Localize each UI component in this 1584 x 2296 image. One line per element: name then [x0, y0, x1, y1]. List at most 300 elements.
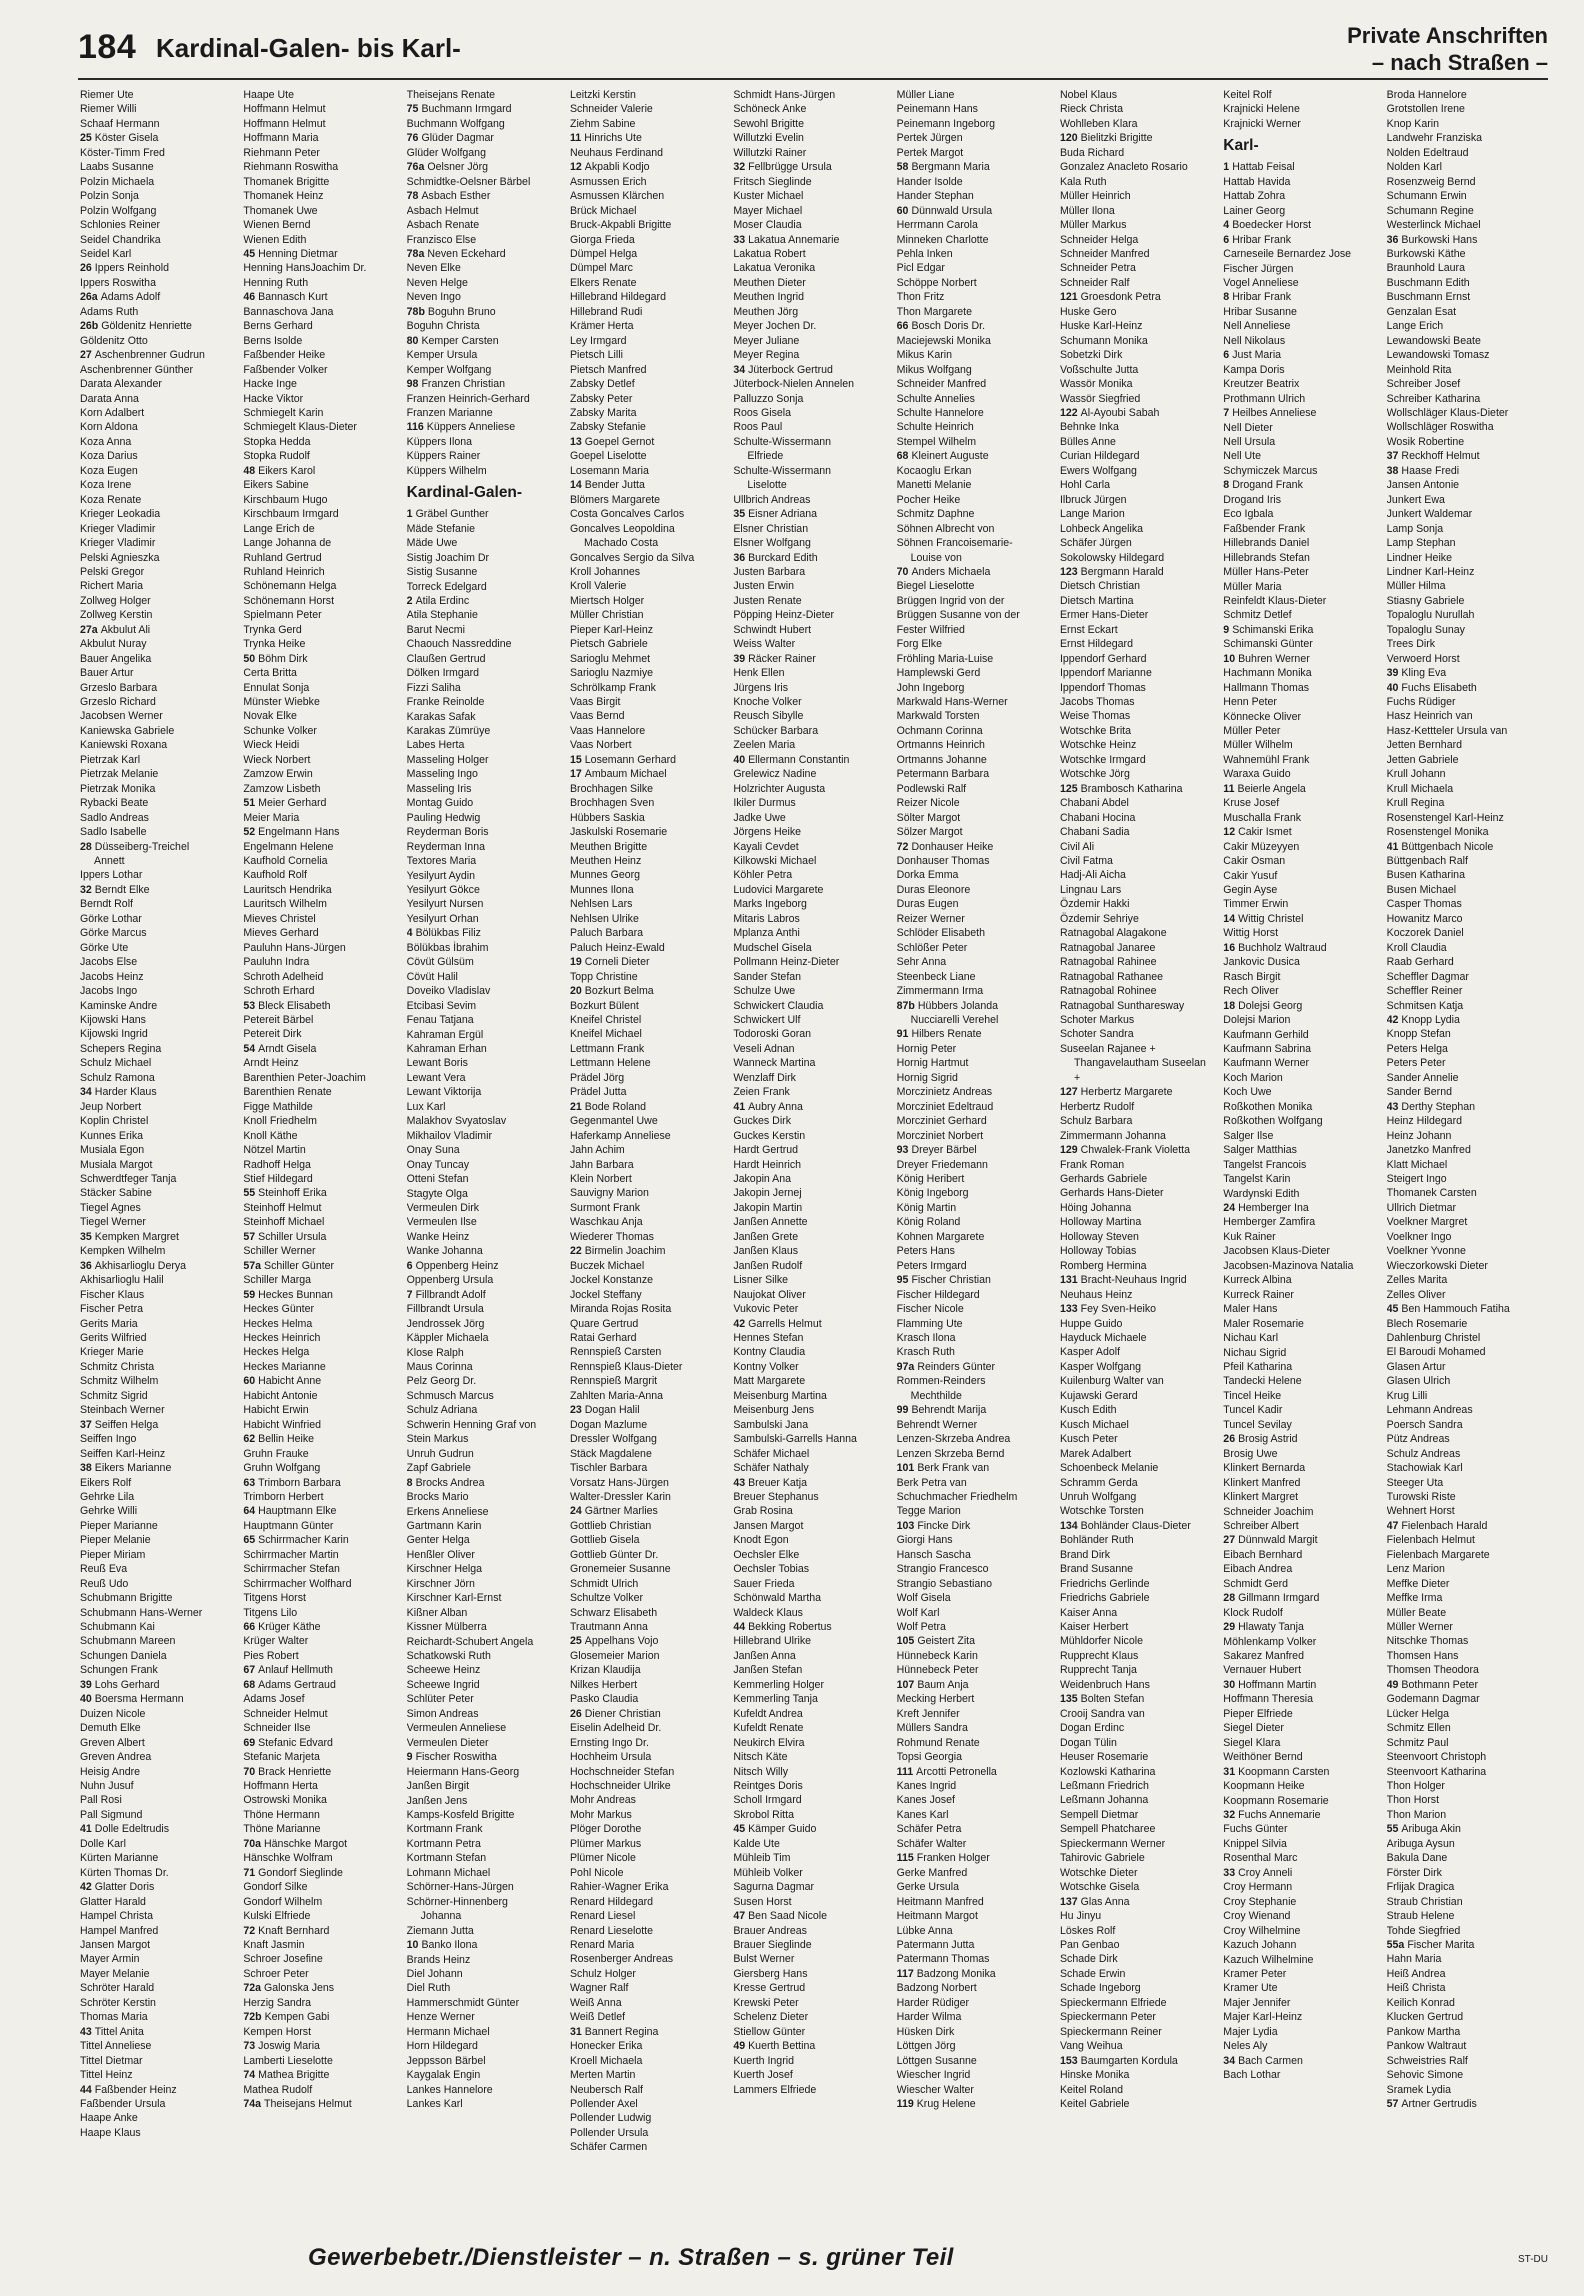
directory-entry: Küppers Wilhelm: [406, 464, 487, 477]
directory-entry: Vogel Anneliese: [1223, 276, 1299, 289]
directory-entry: Ennulat Sonja: [243, 681, 310, 694]
directory-entry: Keitel Roland: [1059, 2083, 1123, 2096]
directory-entry: [243, 1736, 402, 1750]
directory-entry: Karakas Safak: [406, 710, 476, 723]
directory-entry: Schörner-Hans-Jürgen: [406, 1881, 514, 1894]
directory-entry: Vaas Hannelore: [569, 724, 646, 737]
resident-name: Corneli Dieter: [584, 956, 650, 969]
directory-entry: Chabani Abdel: [1059, 797, 1129, 810]
directory-entry: Jetten Gabriele: [1386, 753, 1459, 766]
directory-entry: Kaufhold Rolf: [243, 869, 307, 882]
directory-entry: Majer Jennifer: [1223, 1996, 1291, 2009]
directory-entry: Moser Claudia: [733, 219, 802, 232]
directory-entry: Müller Maria: [1223, 580, 1282, 593]
directory-entry: Schimanski Günter: [1223, 638, 1313, 651]
directory-entry: Voelkner Margret: [1386, 1216, 1468, 1229]
directory-entry: Hadj-Ali Aicha: [1059, 869, 1126, 882]
directory-entry: [1223, 623, 1382, 637]
directory-entry: Voelkner Ingo: [1386, 1230, 1452, 1243]
directory-entry: Otteni Stefan: [406, 1173, 469, 1186]
directory-entry: Riemer Willi: [80, 103, 137, 116]
directory-entry: Hillebrands Daniel: [1223, 537, 1310, 550]
house-number: 23: [569, 1404, 582, 1417]
directory-entry: Schunke Volker: [243, 724, 317, 737]
directory-entry: Roßkothen Wolfgang: [1223, 1115, 1323, 1128]
directory-entry: Zahlten Maria-Anna: [569, 1389, 664, 1402]
house-number: 117: [896, 1967, 914, 1980]
directory-entry: Grzeslo Richard: [80, 696, 156, 709]
directory-entry: Schreiber Josef: [1386, 378, 1461, 391]
directory-entry: Vorsatz Hans-Jürgen: [569, 1476, 669, 1489]
directory-entry: Schmidt Hans-Jürgen: [733, 89, 836, 101]
directory-entry: Aribuga Aysun: [1386, 1837, 1455, 1850]
directory-entry: [570, 435, 729, 449]
directory-entry: Sauer Frieda: [733, 1577, 795, 1590]
directory-entry: Ludovici Margarete: [733, 883, 824, 896]
directory-entry: Schmiegelt Klaus-Dieter: [243, 421, 357, 434]
directory-entry: Zabsky Peter: [569, 392, 633, 405]
directory-entry: Dümpel Helga: [569, 247, 638, 260]
directory-entry: Schlöder Elisabeth: [896, 927, 985, 940]
directory-entry: Mayer Michael: [733, 204, 803, 217]
resident-name: Hemberger Ina: [1238, 1201, 1309, 1214]
directory-entry: Eikers Rolf: [80, 1476, 132, 1489]
directory-entry: Kürten Thomas Dr.: [80, 1866, 169, 1879]
directory-entry: Fischer Jürgen: [1223, 262, 1294, 275]
directory-entry: Janßen Jens: [406, 1794, 468, 1807]
directory-entry: Schäfer Carmen: [569, 2141, 648, 2154]
directory-entry: Tischler Barbara: [569, 1462, 648, 1475]
directory-entry: Ziemann Jutta: [406, 1924, 474, 1937]
directory-entry: Sander Annelie: [1386, 1071, 1459, 1084]
resident-name: Koopmann Carsten: [1238, 1765, 1330, 1778]
directory-entry: Ortmanns Johanne: [896, 753, 987, 766]
directory-entry: Trynka Heike: [243, 638, 306, 651]
directory-entry: Holloway Steven: [1059, 1230, 1139, 1243]
directory-entry: Neuhaus Ferdinand: [569, 146, 664, 159]
directory-entry: Sander Bernd: [1386, 1086, 1452, 1099]
directory-entry: Steigert Ingo: [1386, 1172, 1447, 1185]
directory-entry: Spieckermann Werner: [1059, 1837, 1166, 1850]
resident-name: Kempken Margret: [94, 1230, 179, 1243]
directory-entry: Nehlsen Ulrike: [569, 912, 639, 925]
directory-entry: [733, 551, 892, 565]
house-number: 133: [1059, 1303, 1078, 1316]
directory-entry: [897, 1765, 1056, 1779]
directory-entry: Lange Johanna de: [243, 537, 332, 550]
directory-entry: [1223, 941, 1382, 955]
directory-entry: Tittel Anneliese: [80, 2040, 152, 2053]
directory-entry: Kirschner Karl-Ernst: [406, 1592, 502, 1605]
directory-entry: Büttgenbach Ralf: [1386, 855, 1468, 868]
directory-entry: Straub Christian: [1386, 1895, 1463, 1908]
directory-entry: Adams Josef: [243, 1693, 305, 1706]
directory-entry: Glatter Harald: [80, 1895, 146, 1908]
directory-entry: Schubmann Mareen: [80, 1635, 176, 1648]
directory-entry: Rosenstengel Monika: [1386, 826, 1489, 839]
directory-entry: Schumann Erwin: [1386, 190, 1467, 203]
directory-entry: [243, 1981, 402, 1995]
directory-entry: [80, 1461, 239, 1475]
directory-entry: Barenthien Peter-Joachim: [243, 1071, 366, 1084]
directory-entry: Heisig Andre: [80, 1765, 141, 1778]
directory-entry: Tangelst Francois: [1223, 1158, 1307, 1171]
directory-entry: Fuchs Günter: [1223, 1823, 1288, 1836]
resident-name: Schiller Ursula: [258, 1230, 327, 1243]
directory-entry: Nötzel Martin: [243, 1144, 306, 1157]
directory-entry: Hardt Heinrich: [733, 1158, 802, 1171]
directory-entry: Weiß Anna: [569, 1996, 622, 2009]
directory-entry: [570, 1707, 729, 1721]
directory-entry: Dressler Wolfgang: [569, 1433, 657, 1446]
directory-entry: Timmer Erwin: [1223, 898, 1289, 911]
directory-entry: Tandecki Helene: [1223, 1375, 1302, 1388]
directory-entry: [80, 2025, 239, 2039]
directory-entry: Schiller Marga: [243, 1274, 312, 1287]
directory-entry: Schmidt Gerd: [1223, 1577, 1289, 1590]
directory-entry: [1060, 565, 1219, 579]
directory-entry: Stäck Magdalene: [569, 1447, 652, 1460]
resident-name: Dolejsi Georg: [1238, 999, 1303, 1012]
directory-entry: Elkers Renate: [569, 276, 637, 289]
resident-name: Cakir Ismet: [1238, 826, 1292, 839]
directory-entry: Lewant Boris: [406, 1057, 468, 1070]
directory-entry: Kroll Claudia: [1386, 941, 1447, 954]
directory-entry: Schneider Joachim: [1223, 1505, 1314, 1518]
directory-entry: Sewohl Brigitte: [733, 117, 804, 130]
directory-entry: Meffke Irma: [1386, 1592, 1443, 1605]
directory-entry: [243, 1663, 402, 1677]
house-number: 49: [733, 2040, 746, 2053]
directory-entry: Stief Hildegard: [243, 1172, 313, 1185]
directory-entry: Peinemann Ingeborg: [896, 117, 996, 130]
directory-entry: [897, 1634, 1056, 1648]
directory-entry: Lewandowski Tomasz: [1386, 349, 1490, 362]
directory-entry: Hander Stephan: [896, 190, 974, 203]
directory-entry: Dümpel Marc: [569, 262, 633, 275]
directory-entry: Buchmann Wolfgang: [406, 117, 505, 130]
directory-entry: [1223, 2054, 1382, 2068]
directory-entry: Lakatua Robert: [733, 247, 806, 260]
resident-name: Seiffen Helga: [94, 1418, 159, 1431]
directory-entry: Sakarez Manfred: [1223, 1650, 1304, 1663]
resident-name: Eikers Karol: [258, 464, 316, 477]
directory-entry: Fischer Klaus: [80, 1288, 145, 1301]
directory-entry: [1060, 131, 1219, 145]
directory-entry: Rosenthal Marc: [1223, 1852, 1298, 1865]
directory-entry: Hänschke Wolfram: [243, 1852, 333, 1865]
directory-entry: Munnes Ilona: [569, 883, 634, 896]
directory-entry: Seiffen Ingo: [80, 1433, 137, 1446]
directory-entry: Jeup Norbert: [80, 1100, 142, 1113]
resident-name: Hauptmann Elke: [258, 1505, 337, 1518]
directory-entry: Thomsen Hans: [1386, 1649, 1459, 1662]
directory-entry: Wolf Gisela: [896, 1592, 951, 1605]
directory-entry: Reinfeldt Klaus-Dieter: [1223, 594, 1327, 607]
directory-entry: Göldenitz Otto: [80, 334, 148, 347]
directory-entry: [1387, 1519, 1546, 1533]
directory-entry: Ernst Eckart: [1059, 623, 1118, 636]
directory-entry: Tittel Dietmar: [80, 2054, 143, 2067]
directory-entry: Seidel Chandrika: [80, 233, 161, 246]
directory-entry: Schäfer Petra: [896, 1823, 962, 1836]
directory-entry: Reuß Udo: [80, 1577, 129, 1590]
directory-entry: Wosik Robertine: [1386, 435, 1465, 448]
resident-name: Akbulut Ali: [100, 623, 151, 636]
directory-entry: [1223, 1765, 1382, 1779]
house-number: 21: [569, 1100, 582, 1113]
directory-entry: Sagurna Dagmar: [733, 1881, 814, 1894]
directory-entry: Lamp Stephan: [1386, 537, 1456, 550]
directory-entry: Ermer Hans-Dieter: [1059, 609, 1149, 622]
directory-entry: [80, 1259, 239, 1273]
house-number: 55a: [1386, 1939, 1405, 1951]
house-number: 93: [896, 1144, 909, 1157]
house-number: 97a: [896, 1360, 915, 1373]
directory-entry: [243, 1432, 402, 1446]
directory-entry: Spieckermann Elfriede: [1059, 1996, 1167, 2009]
directory-entry: Lauritsch Wilhelm: [243, 898, 327, 911]
directory-entry: [243, 1230, 402, 1244]
directory-entry: Fischer Petra: [80, 1303, 143, 1316]
directory-entry: Scheffler Dagmar: [1386, 970, 1469, 983]
directory-entry: Hoffmann Theresia: [1223, 1693, 1314, 1706]
directory-entry: Morcziniet Gerhard: [896, 1115, 987, 1128]
directory-entry: Janßen Anna: [733, 1649, 796, 1662]
directory-entry: Brauer Sieglinde: [733, 1939, 812, 1951]
directory-entry: Kaygalak Engin: [406, 2069, 481, 2082]
house-number: 78: [406, 190, 419, 203]
directory-entry: Knop Karin: [1386, 117, 1440, 130]
directory-entry: Könnecke Oliver: [1223, 710, 1302, 723]
directory-entry: Lewant Vera: [406, 1071, 466, 1084]
resident-name: Appelhans Vojo: [584, 1635, 659, 1648]
house-number: 7: [406, 1288, 413, 1301]
directory-entry: Koza Eugen: [80, 464, 138, 477]
directory-entry: Heckes Helga: [243, 1346, 310, 1359]
directory-entry: Frank Roman: [1059, 1158, 1125, 1171]
house-number: 34: [80, 1086, 92, 1099]
directory-entry: Schatkowski Ruth: [406, 1650, 491, 1663]
house-number: 27a: [80, 623, 98, 636]
page-header: [78, 22, 1548, 82]
directory-entry: Klinkert Bernarda: [1223, 1462, 1306, 1475]
resident-name: Adams Adolf: [100, 291, 161, 304]
resident-name: Fielenbach Harald: [1401, 1519, 1488, 1532]
directory-entry: Jüterbock-Nielen Annelen: [733, 378, 855, 391]
resident-name: Bielitzki Brigitte: [1080, 132, 1153, 145]
directory-entry: Salger Matthias: [1223, 1144, 1297, 1157]
resident-name: Bozkurt Belma: [584, 985, 654, 998]
directory-entry-continuation: Johanna: [420, 1910, 462, 1923]
house-number: 58: [896, 161, 909, 174]
directory-entry: Gruhn Wolfgang: [243, 1462, 321, 1475]
directory-entry: Vermeulen Dirk: [406, 1201, 480, 1214]
directory-entry: Nell Nikolaus: [1223, 334, 1286, 347]
directory-entry: Goncalves Sergio da Silva: [569, 551, 695, 564]
house-number: 116: [406, 421, 424, 434]
directory-entry: Schmitz Wilhelm: [80, 1375, 159, 1388]
directory-entry: Habicht Erwin: [243, 1404, 309, 1417]
resident-name: Räcker Rainer: [748, 652, 816, 665]
directory-entry: Zimmermann Johanna: [1059, 1129, 1166, 1142]
directory-entry: Tangelst Karin: [1223, 1173, 1291, 1186]
directory-entry: Klucken Gertrud: [1386, 2011, 1464, 2024]
directory-entry: Koch Marion: [1223, 1071, 1283, 1084]
house-number: 52: [243, 826, 256, 839]
directory-entry: Grab Rosina: [733, 1505, 793, 1518]
resident-name: Schirrmacher Karin: [258, 1534, 349, 1547]
directory-entry: Kontny Claudia: [733, 1346, 806, 1359]
directory-entry: Pertek Margot: [896, 146, 964, 159]
directory-entry: Harder Rüdiger: [896, 1996, 970, 2009]
directory-entry: Klinkert Manfred: [1223, 1476, 1301, 1489]
directory-entry: Gehrke Lila: [80, 1490, 135, 1503]
house-number: 129: [1059, 1144, 1078, 1157]
directory-entry: Leßmann Friedrich: [1059, 1780, 1149, 1793]
directory-entry: Stagyte Olga: [406, 1187, 468, 1200]
resident-name: Baumgarten Kordula: [1080, 2054, 1178, 2067]
directory-entry: Jeppsson Bärbel: [406, 2054, 486, 2067]
directory-entry: Schulze Uwe: [733, 985, 796, 998]
directory-entry: Pietsch Gabriele: [569, 638, 648, 651]
directory-entry: Pieper Karl-Heinz: [569, 623, 654, 636]
directory-entry: Strangio Sebastiano: [896, 1577, 993, 1590]
directory-entry: Krieger Vladimir: [80, 537, 156, 550]
resident-name: Gärtner Marlies: [584, 1505, 658, 1518]
directory-entry: Schubmann Brigitte: [80, 1592, 173, 1605]
directory-entry: Schreiber Albert: [1223, 1519, 1299, 1532]
directory-entry: [243, 2097, 402, 2111]
directory-entry: Steinbach Werner: [80, 1404, 165, 1417]
directory-entry: Kortmann Frank: [406, 1823, 483, 1836]
directory-entry: Stachowiak Karl: [1386, 1462, 1463, 1475]
directory-entry: Sramek Lydia: [1386, 2083, 1451, 2096]
directory-entry: Mohr Markus: [569, 1808, 632, 1821]
house-number: 70: [243, 1765, 256, 1778]
directory-entry: [80, 883, 239, 897]
house-number: 1: [1223, 161, 1230, 174]
directory-entry: [897, 1967, 1056, 1981]
directory-entry: [897, 1360, 1056, 1374]
directory-entry: Topp Christine: [569, 970, 638, 983]
directory-entry: Renard Hildegard: [569, 1895, 654, 1908]
directory-entry: Sempell Phatcharee: [1059, 1823, 1156, 1836]
directory-entry: Pietrzak Monika: [80, 782, 156, 795]
directory-entry: [243, 1186, 402, 1200]
directory-entry: Schaaf Hermann: [80, 117, 160, 130]
directory-entry: Henk Ellen: [733, 667, 785, 680]
directory-entry: Lainer Georg: [1223, 204, 1286, 217]
directory-entry: Rosenberger Andreas: [569, 1953, 674, 1966]
directory-entry: Patermann Jutta: [896, 1939, 975, 1951]
directory-entry: Mühleib Volker: [733, 1866, 803, 1879]
directory-entry: Wassör Monika: [1059, 378, 1133, 391]
directory-entry: [1060, 1692, 1219, 1706]
section-label-line2: – nach Straßen –: [1371, 50, 1548, 75]
directory-entry: Patermann Thomas: [896, 1953, 990, 1966]
resident-name: Reckhoff Helmut: [1401, 450, 1480, 463]
directory-entry: Suseelan Rajanee +: [1059, 1042, 1156, 1055]
directory-entry: Erkens Anneliese: [406, 1505, 489, 1518]
house-number: 31: [1223, 1765, 1236, 1778]
directory-entry: Tuncel Kadir: [1223, 1404, 1283, 1417]
directory-entry: Hornig Sigrid: [896, 1071, 958, 1084]
directory-entry: [570, 767, 729, 781]
directory-entry: Salger Ilse: [1223, 1129, 1274, 1142]
directory-entry: Plümer Markus: [569, 1837, 642, 1850]
directory-entry: Dorka Emma: [896, 869, 959, 882]
directory-entry: Franzen Heinrich-Gerhard: [406, 392, 530, 405]
directory-entry: Sarioglu Nazmiye: [569, 667, 654, 680]
directory-entry: Scheffler Reiner: [1386, 985, 1463, 998]
directory-entry: [80, 261, 239, 275]
directory-entry: Kaufhold Cornelia: [243, 855, 328, 868]
directory-entry: Walter-Dressler Karin: [569, 1490, 671, 1503]
resident-name: Glas Anna: [1080, 1895, 1130, 1908]
house-number: 12: [1223, 826, 1236, 839]
directory-entry: Mieves Christel: [243, 912, 316, 925]
directory-entry: Krajnicki Werner: [1223, 117, 1301, 130]
directory-entry: Prädel Jörg: [569, 1071, 625, 1084]
resident-name: Atila Erdinc: [415, 594, 470, 607]
directory-entry: Habicht Winfried: [243, 1418, 322, 1431]
directory-entry: Lankes Hannelore: [406, 2083, 493, 2096]
directory-entry: Bülles Anne: [1059, 435, 1116, 448]
directory-entry: Kuilenburg Walter van: [1059, 1375, 1164, 1388]
resident-name: Fuchs Elisabeth: [1401, 681, 1477, 694]
house-number: 27: [80, 349, 92, 362]
directory-entry: Jaskulski Rosemarie: [569, 826, 668, 839]
directory-entry: Pieper Melanie: [80, 1534, 151, 1547]
resident-name: Croy Anneli: [1238, 1866, 1293, 1879]
directory-entry: Trautmann Anna: [569, 1621, 648, 1634]
directory-entry: Kusch Edith: [1059, 1404, 1117, 1417]
directory-entry: Buschmann Ernst: [1386, 291, 1471, 304]
directory-entry: Schmitz Christa: [80, 1360, 155, 1373]
resident-name: Bleck Elisabeth: [258, 999, 331, 1012]
directory-entry: Eibach Andrea: [1223, 1563, 1293, 1576]
directory-entry: Asmussen Klärchen: [569, 190, 665, 203]
directory-entry: Kempen Horst: [243, 2025, 312, 2038]
house-number: 6: [406, 1259, 413, 1272]
directory-entry: Sadlo Isabelle: [80, 826, 147, 839]
house-number: 68: [243, 1678, 256, 1691]
directory-entry: Susen Horst: [733, 1895, 792, 1908]
directory-entry: Barenthien Renate: [243, 1086, 332, 1099]
directory-entry: Nitsch Willy: [733, 1765, 789, 1778]
resident-name: Glüder Dagmar: [421, 132, 494, 145]
directory-entry: Pollender Ludwig: [569, 2112, 652, 2125]
directory-entry: Schneider Helmut: [243, 1707, 328, 1720]
house-number: 34: [1223, 2054, 1236, 2067]
house-number: 33: [733, 233, 746, 246]
directory-entry: Brand Dirk: [1059, 1548, 1111, 1561]
directory-entry: Schönemann Helga: [243, 580, 337, 593]
directory-entry: Jakopin Ana: [733, 1172, 792, 1185]
directory-entry: Lammers Elfriede: [733, 2083, 817, 2096]
directory-entry: Kaiser Anna: [1059, 1606, 1118, 1619]
directory-entry: Tiegel Werner: [80, 1216, 146, 1229]
directory-entry: Hahn Maria: [1386, 1953, 1442, 1966]
house-number: 91: [896, 1028, 909, 1041]
directory-entry: Peters Irmgard: [896, 1259, 967, 1272]
house-number: 72a: [243, 1982, 262, 1995]
directory-entry: Zelles Marita: [1386, 1274, 1448, 1287]
directory-entry: [897, 204, 1056, 218]
directory-entry: Forg Elke: [896, 638, 942, 651]
directory-entry: Schörner-Hinnenberg: [406, 1895, 508, 1908]
